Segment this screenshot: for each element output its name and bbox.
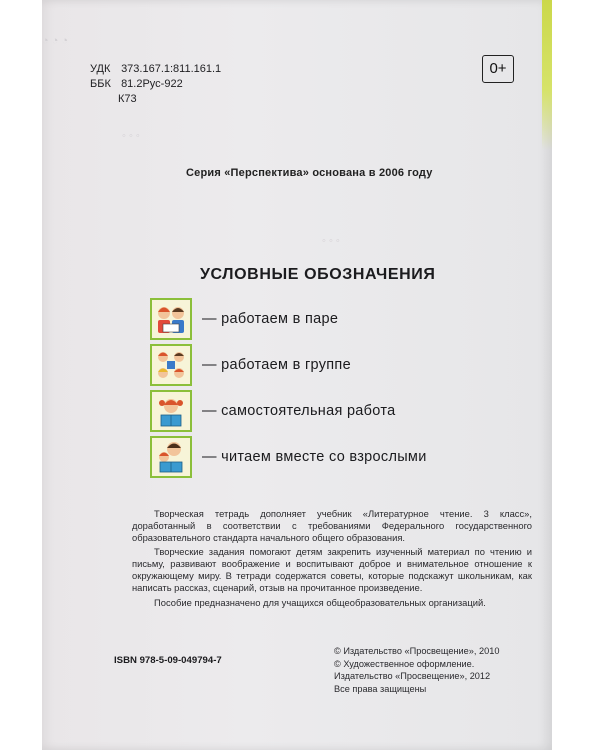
reading-with-adults-icon: [150, 436, 192, 478]
legend-item: [150, 434, 427, 480]
bbk-label: ББК: [90, 78, 111, 90]
copyright-line: Все права защищены: [334, 683, 427, 694]
legend-item-label: — самостоятельная работа: [202, 403, 396, 419]
author-mark: К73: [118, 93, 137, 105]
legend-list: [150, 296, 427, 480]
copyright-line: © Издательство «Просвещение», 2010: [334, 646, 500, 656]
legend-item-label: — работаем в паре: [202, 311, 339, 327]
isbn: ISBN 978-5-09-049794-7: [114, 655, 222, 666]
legend-item: [150, 342, 427, 388]
description-paragraph: Творческая тетрадь дополняет учебник «Литературное чтение. 3 класс», доработанный в соответствии с требованиями Федерального государственного образовательного стандарта начального общего образования.: [132, 508, 532, 543]
udk-value: 373.167.1:811.161.1: [121, 63, 222, 75]
legend-item-label: — читаем вместе со взрослыми: [202, 449, 427, 465]
pair-work-icon: [150, 298, 192, 340]
legend-item-label: — работаем в группе: [202, 357, 351, 373]
description-paragraph: Творческие задания помогают детям закрепить изученный материал по чтению и письму, развивают воображение и воспитывают доброе и внимательное отношение к окружающему миру. В тетради содержатся советы, которые подскажут школьникам, как написать рассказ, сценарий, отзыв на прочитанное произведение.: [132, 546, 532, 593]
copyright-line: Издательство «Просвещение», 2012: [334, 671, 491, 681]
legend-title: УСЛОВНЫЕ ОБОЗНАЧЕНИЯ: [200, 266, 436, 283]
udk-label: УДК: [90, 63, 111, 75]
description-paragraph: Пособие предназначено для учащихся общеобразовательных организаций.: [154, 596, 486, 608]
group-work-icon: [150, 344, 192, 386]
bleed-through-text: ◔ ◔ ◔: [42, 35, 69, 47]
description-block: [132, 508, 532, 611]
copyright-line: © Художественное оформление.: [334, 658, 475, 669]
bbk-value: 81.2Рус-922: [121, 78, 183, 90]
legend-item: [150, 296, 427, 342]
bibliographic-codes: [90, 62, 221, 107]
legend-item: [150, 388, 427, 434]
age-rating-badge: 0+: [482, 55, 514, 83]
independent-work-icon: [150, 390, 192, 432]
book-page: [42, 0, 552, 750]
bleed-through-text: ◦ ◦ ◦: [322, 235, 340, 247]
series-line: Серия «Перспектива» основана в 2006 году: [186, 167, 433, 179]
copyright-block: [334, 645, 499, 695]
bleed-through-text: ◦ ◦ ◦: [122, 130, 140, 142]
page-edge-accent: [542, 0, 552, 150]
